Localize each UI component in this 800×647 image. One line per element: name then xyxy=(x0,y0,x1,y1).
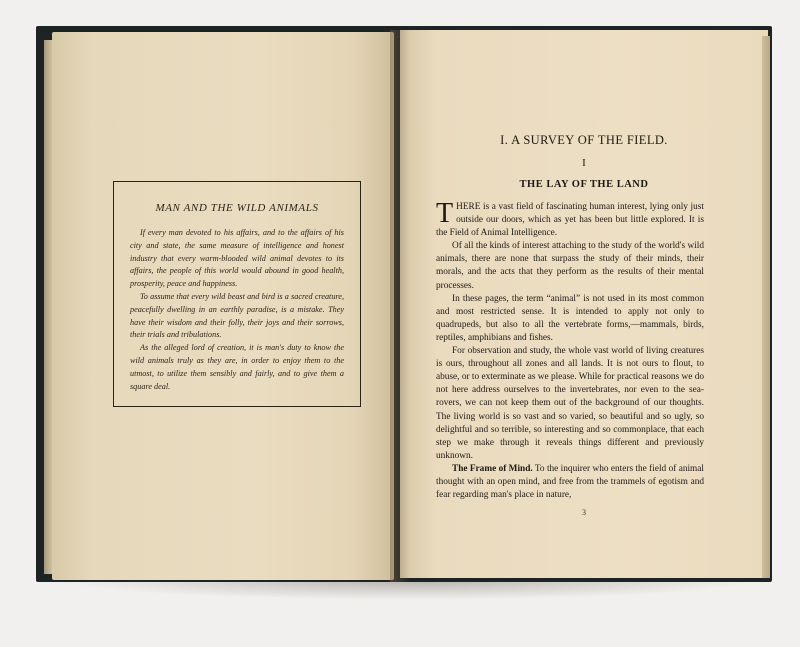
epigraph-text xyxy=(130,227,344,393)
section-title: THE LAY OF THE LAND xyxy=(519,179,649,190)
epigraph-paragraph: To assume that every wild beast and bird is a sacred creature, peacefully dwelling in an earthly paradise, is a mistake. They have their wisdom and their folly, their joys and their sorrows, their trials and tribulations. xyxy=(130,291,344,340)
body-paragraph: In these pages, the term “animal” is not used in its most common and most restricted sense. It is intended to apply not only to quadrupeds, but also to all the vertebrate forms,—mammals, birds, reptiles, amphibians and fishes. xyxy=(436,293,704,343)
right-page-edge xyxy=(762,36,770,578)
paragraph-text: To the inquirer who enters the field of animal thought with an open mind, and free from the trammels of egotism and fear regarding man's place in nature, xyxy=(436,463,704,501)
epigraph-paragraph: As the alleged lord of creation, it is man's duty to know the wild animals truly as they are, in order to enjoy them to the utmost, to utilize them sensibly and fairly, and to give them a square deal. xyxy=(130,343,344,391)
chapter-body xyxy=(436,198,704,502)
book-gutter xyxy=(390,30,410,582)
body-paragraph xyxy=(436,463,704,502)
body-paragraph xyxy=(436,198,704,240)
drop-cap: T xyxy=(436,198,454,229)
epigraph-title: MAN AND THE WILD ANIMALS xyxy=(155,202,319,214)
chapter-title: I. A SURVEY OF THE FIELD. xyxy=(500,133,668,147)
body-paragraph: For observation and study, the whole vast world of living creatures is ours, throughout all zones and all lands. It is not ours to flout, to abuse, or to exterminate as we please. While for practical reasons we do not here address ourselves to the invertebrates, nor even to the sea-rovers, we can not keep them out of the background of our thoughts. The living world is so vast and so varied, so beautiful and so ugly, so delightful and so terrible, so interesting and so commonplace, that each step we make through it reveals things different and previously unknown. xyxy=(436,346,704,461)
run-in-heading: The Frame of Mind. xyxy=(452,463,533,474)
epigraph-paragraph: If every man devoted to his affairs, and to the affairs of his city and state, the same measure of intelligence and honest industry that every warm-blooded wild animal devotes to its affairs, the people of this world would abound in good health, prosperity, peace and happiness. xyxy=(130,228,344,289)
page-number: 3 xyxy=(582,508,586,517)
epigraph-box xyxy=(113,181,361,407)
paragraph-text: HERE is a vast field of fascinating human interest, lying only just outside our doors, which as yet has been but little explored. It is the Field of Animal Intelligence. xyxy=(436,202,704,239)
chapter-number: I xyxy=(582,157,586,169)
body-paragraph: Of all the kinds of interest attaching to the study of the world's wild animals, there are none that surpass the study of their minds, their morals, and the acts that they perform as the results of their mental processes. xyxy=(436,241,704,291)
